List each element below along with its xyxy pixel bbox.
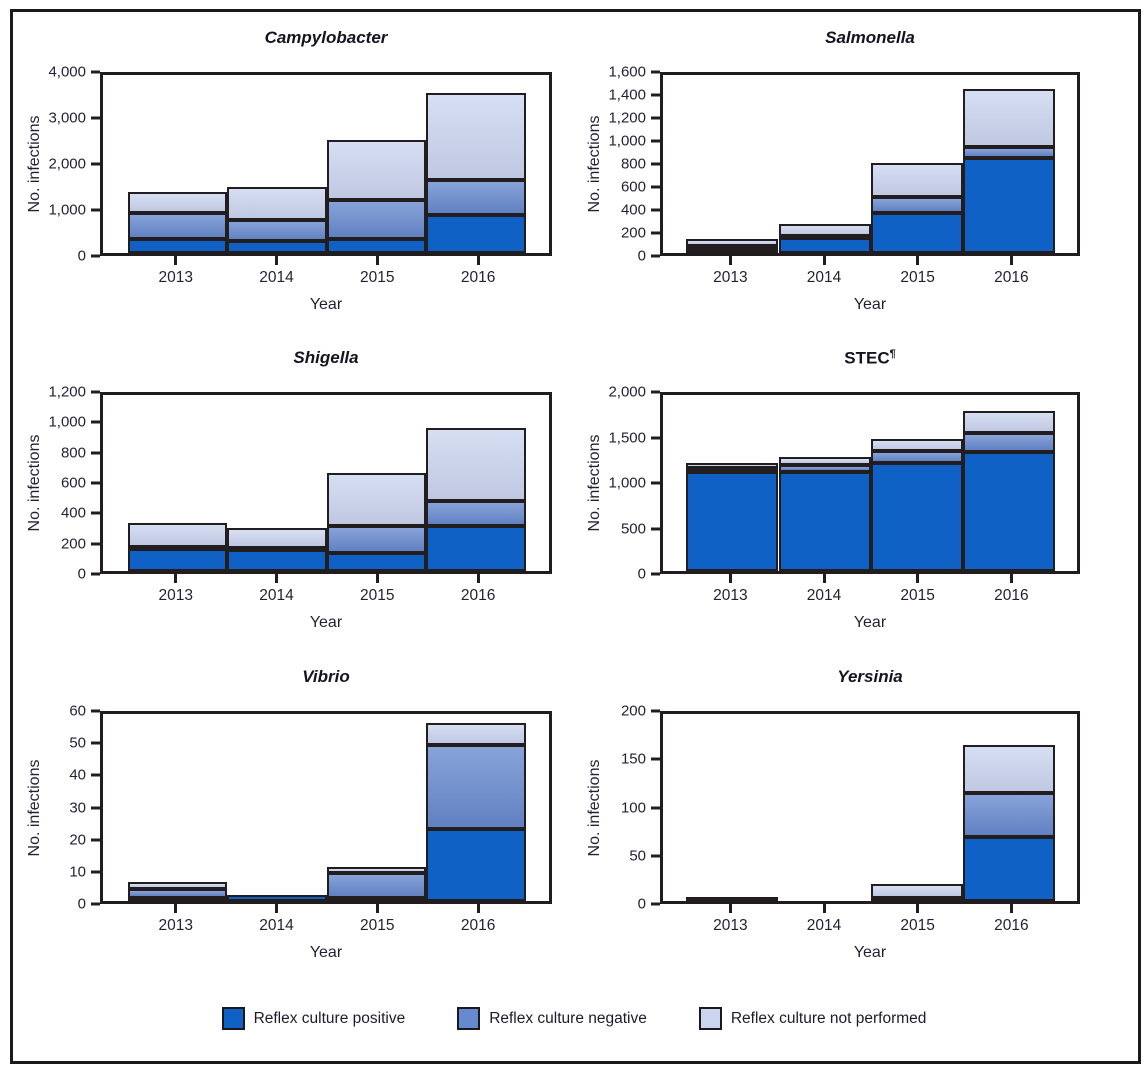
y-tick-label: 100 (620, 799, 646, 816)
x-tick-mark (916, 904, 919, 913)
bar-segment-positive (426, 829, 525, 901)
y-axis-label: No. infections (586, 759, 603, 856)
y-tick-label: 50 (69, 734, 86, 752)
x-tick-mark (174, 574, 177, 583)
x-tick-label: 2016 (994, 269, 1029, 286)
x-tick-mark (1010, 256, 1013, 265)
y-tick-label: 0 (637, 247, 646, 265)
x-tick-mark (376, 904, 379, 913)
y-tick-label: 1,400 (608, 86, 646, 104)
x-tick-mark (823, 256, 826, 265)
bar-segment-positive (963, 452, 1055, 571)
x-axis-label: Year (853, 296, 887, 313)
legend-swatch-negative-icon (457, 1007, 480, 1030)
y-tick-label: 30 (69, 799, 86, 816)
legend-swatch-positive-icon (222, 1007, 245, 1030)
plot-area (660, 72, 1080, 256)
x-tick-label: 2015 (360, 587, 395, 604)
x-tick-label: 2014 (259, 917, 294, 934)
x-tick-mark (477, 904, 480, 913)
y-tick-label: 600 (60, 474, 86, 492)
chart-title: Yersinia (837, 667, 903, 686)
y-tick-mark (651, 806, 660, 809)
y-tick-mark (91, 870, 100, 873)
bar-segment-positive (963, 158, 1055, 253)
chart-title: STEC¶ (844, 348, 896, 368)
bar-segment-positive (227, 895, 326, 901)
bar-segment-not_performed (779, 457, 871, 465)
y-tick-mark (91, 774, 100, 777)
bar-segment-negative (963, 793, 1055, 838)
y-tick-label: 150 (620, 750, 646, 768)
bar-segment-positive (227, 550, 326, 571)
y-tick-mark (91, 391, 100, 394)
y-axis-label: No. infections (586, 434, 603, 532)
bar-segment-negative (426, 180, 525, 215)
y-tick-mark (651, 527, 660, 530)
bar-segment-positive (426, 215, 525, 253)
bar-segment-not_performed (963, 411, 1055, 433)
x-tick-label: 2015 (360, 917, 395, 934)
y-tick-label: 20 (69, 831, 86, 849)
y-tick-mark (651, 854, 660, 857)
bar-segment-positive (426, 526, 525, 571)
y-axis-label: No. infections (26, 759, 43, 856)
legend-swatch-not-performed-icon (699, 1007, 722, 1030)
bar-segment-positive (871, 897, 963, 901)
y-tick-label: 400 (60, 504, 86, 522)
x-tick-label: 2013 (713, 917, 748, 934)
x-tick-label: 2014 (806, 587, 842, 604)
y-tick-mark (651, 71, 660, 74)
bar-segment-positive (686, 472, 778, 571)
bar-segment-not_performed (963, 745, 1055, 793)
y-tick-mark (651, 573, 660, 576)
y-tick-label: 2,000 (608, 383, 646, 401)
bar-segment-negative (327, 200, 426, 239)
x-tick-mark (477, 256, 480, 265)
y-tick-mark (91, 255, 100, 258)
bar-segment-negative (963, 147, 1055, 158)
y-tick-mark (91, 117, 100, 120)
bar-segment-positive (327, 897, 426, 901)
legend (0, 1007, 1148, 1030)
plot-area (100, 392, 552, 574)
bar-segment-not_performed (871, 163, 963, 197)
y-tick-mark (91, 421, 100, 424)
y-tick-mark (651, 758, 660, 761)
x-axis-label: Year (309, 944, 343, 961)
y-tick-label: 800 (60, 444, 86, 462)
y-tick-mark (651, 163, 660, 166)
bar-segment-positive (963, 837, 1055, 901)
x-tick-mark (729, 256, 732, 265)
bar-segment-positive (128, 897, 227, 901)
x-tick-label: 2015 (900, 917, 935, 934)
y-tick-label: 800 (620, 155, 646, 173)
x-tick-label: 2016 (994, 587, 1029, 604)
y-tick-label: 200 (620, 224, 646, 242)
x-tick-mark (1010, 904, 1013, 913)
x-axis-label: Year (853, 944, 887, 961)
legend-label-negative: Reflex culture negative (489, 1009, 647, 1027)
x-tick-mark (376, 574, 379, 583)
x-axis-label: Year (309, 614, 343, 631)
bar-segment-positive (128, 549, 227, 571)
x-tick-label: 2016 (460, 917, 496, 934)
y-tick-label: 0 (77, 247, 86, 265)
chart-title: Shigella (293, 348, 359, 367)
x-tick-label: 2013 (713, 269, 748, 286)
bar-segment-positive (686, 249, 778, 253)
y-tick-label: 0 (77, 565, 86, 583)
y-tick-mark (91, 451, 100, 454)
x-tick-mark (275, 904, 278, 913)
y-tick-label: 1,200 (608, 109, 646, 127)
y-tick-label: 600 (620, 178, 646, 196)
x-tick-mark (174, 904, 177, 913)
y-tick-mark (651, 117, 660, 120)
bar-segment-not_performed (327, 473, 426, 526)
bar-segment-positive (871, 463, 963, 571)
x-tick-mark (823, 904, 826, 913)
bar-segment-positive (686, 897, 778, 901)
plot-area (100, 711, 552, 904)
bar-segment-negative (327, 873, 426, 898)
bar-segment-negative (227, 220, 326, 241)
chart-title: Campylobacter (264, 28, 388, 47)
y-tick-mark (651, 140, 660, 143)
bar-segment-not_performed (426, 428, 525, 501)
y-tick-label: 3,000 (48, 109, 86, 127)
x-tick-label: 2016 (460, 587, 496, 604)
y-tick-label: 400 (620, 201, 646, 219)
x-tick-mark (477, 574, 480, 583)
bar-segment-positive (327, 239, 426, 253)
x-tick-label: 2015 (900, 269, 935, 286)
bar-segment-negative (327, 526, 426, 552)
y-tick-mark (91, 838, 100, 841)
y-tick-label: 1,200 (48, 383, 86, 401)
legend-label-positive: Reflex culture positive (253, 1009, 406, 1027)
bar-segment-not_performed (227, 187, 326, 220)
x-tick-label: 2016 (460, 269, 496, 286)
y-tick-mark (91, 806, 100, 809)
x-tick-mark (823, 574, 826, 583)
y-axis-label: No. infections (26, 434, 43, 532)
chart-title: Salmonella (825, 28, 915, 47)
y-tick-mark (91, 573, 100, 576)
bar-segment-negative (963, 433, 1055, 452)
y-tick-mark (651, 391, 660, 394)
y-tick-label: 200 (620, 702, 646, 720)
y-tick-mark (651, 436, 660, 439)
y-tick-label: 1,000 (48, 413, 86, 431)
y-tick-label: 200 (60, 535, 86, 553)
x-tick-mark (376, 256, 379, 265)
bar-segment-not_performed (327, 140, 426, 200)
x-tick-label: 2013 (158, 587, 193, 604)
x-tick-label: 2014 (259, 269, 294, 286)
y-tick-mark (651, 482, 660, 485)
bar-segment-positive (779, 238, 871, 253)
y-tick-mark (91, 710, 100, 713)
x-tick-mark (275, 256, 278, 265)
y-tick-label: 1,000 (608, 474, 646, 492)
legend-item-not-performed (699, 1007, 927, 1030)
plot-area (660, 711, 1080, 904)
y-tick-mark (91, 163, 100, 166)
x-tick-mark (916, 574, 919, 583)
x-tick-mark (729, 904, 732, 913)
y-tick-mark (651, 255, 660, 258)
y-tick-mark (91, 482, 100, 485)
x-tick-mark (916, 256, 919, 265)
legend-item-positive (222, 1007, 406, 1030)
x-tick-label: 2014 (806, 269, 842, 286)
y-tick-mark (651, 710, 660, 713)
y-tick-mark (91, 903, 100, 906)
y-tick-label: 4,000 (48, 63, 86, 81)
y-axis-label: No. infections (586, 115, 603, 213)
x-tick-mark (174, 256, 177, 265)
x-tick-label: 2016 (994, 917, 1029, 934)
x-tick-label: 2013 (158, 269, 193, 286)
y-tick-mark (91, 742, 100, 745)
legend-item-negative (457, 1007, 647, 1030)
x-tick-label: 2014 (259, 587, 294, 604)
y-tick-label: 1,500 (608, 429, 646, 446)
y-tick-label: 0 (637, 895, 646, 913)
y-tick-label: 50 (629, 847, 646, 865)
x-tick-mark (729, 574, 732, 583)
bar-segment-positive (227, 241, 326, 253)
bar-segment-not_performed (963, 89, 1055, 147)
x-axis-label: Year (309, 296, 343, 313)
y-tick-label: 0 (637, 565, 646, 583)
y-tick-label: 1,000 (48, 201, 86, 219)
plot-area (100, 72, 552, 256)
x-tick-label: 2015 (900, 587, 935, 604)
bar-segment-positive (128, 239, 227, 253)
bar-segment-negative (426, 501, 525, 527)
y-tick-label: 60 (69, 702, 86, 720)
bar-segment-negative (128, 213, 227, 239)
x-tick-mark (1010, 574, 1013, 583)
x-tick-label: 2013 (158, 917, 193, 934)
y-tick-mark (651, 232, 660, 235)
y-tick-mark (651, 186, 660, 189)
bar-segment-negative (779, 465, 871, 472)
y-tick-label: 40 (69, 766, 86, 784)
y-tick-label: 500 (620, 520, 646, 537)
y-axis-label: No. infections (26, 115, 43, 213)
y-tick-label: 10 (69, 863, 86, 881)
x-tick-mark (275, 574, 278, 583)
bar-segment-negative (871, 451, 963, 463)
x-tick-label: 2013 (713, 587, 748, 604)
bar-segment-not_performed (871, 439, 963, 450)
chart-title: Vibrio (302, 667, 350, 686)
y-tick-mark (91, 209, 100, 212)
bar-segment-not_performed (128, 192, 227, 213)
x-tick-label: 2014 (806, 917, 842, 934)
y-tick-mark (91, 512, 100, 515)
plot-area (660, 392, 1080, 574)
bar-segment-not_performed (426, 93, 525, 181)
legend-label-not-performed: Reflex culture not performed (730, 1009, 927, 1027)
y-tick-label: 2,000 (48, 155, 86, 173)
y-tick-mark (651, 903, 660, 906)
bar-segment-not_performed (128, 523, 227, 547)
y-tick-label: 1,000 (608, 132, 646, 150)
bar-segment-not_performed (426, 723, 525, 745)
y-tick-mark (651, 209, 660, 212)
bar-segment-positive (327, 553, 426, 571)
y-tick-mark (91, 542, 100, 545)
bar-segment-negative (426, 745, 525, 829)
y-tick-mark (91, 71, 100, 74)
bar-segment-negative (871, 197, 963, 213)
y-tick-mark (651, 94, 660, 97)
bar-segment-positive (871, 213, 963, 253)
x-tick-label: 2015 (360, 269, 395, 286)
y-tick-label: 0 (77, 895, 86, 913)
y-tick-label: 1,600 (608, 63, 646, 81)
x-axis-label: Year (853, 614, 887, 631)
bar-segment-positive (779, 472, 871, 571)
